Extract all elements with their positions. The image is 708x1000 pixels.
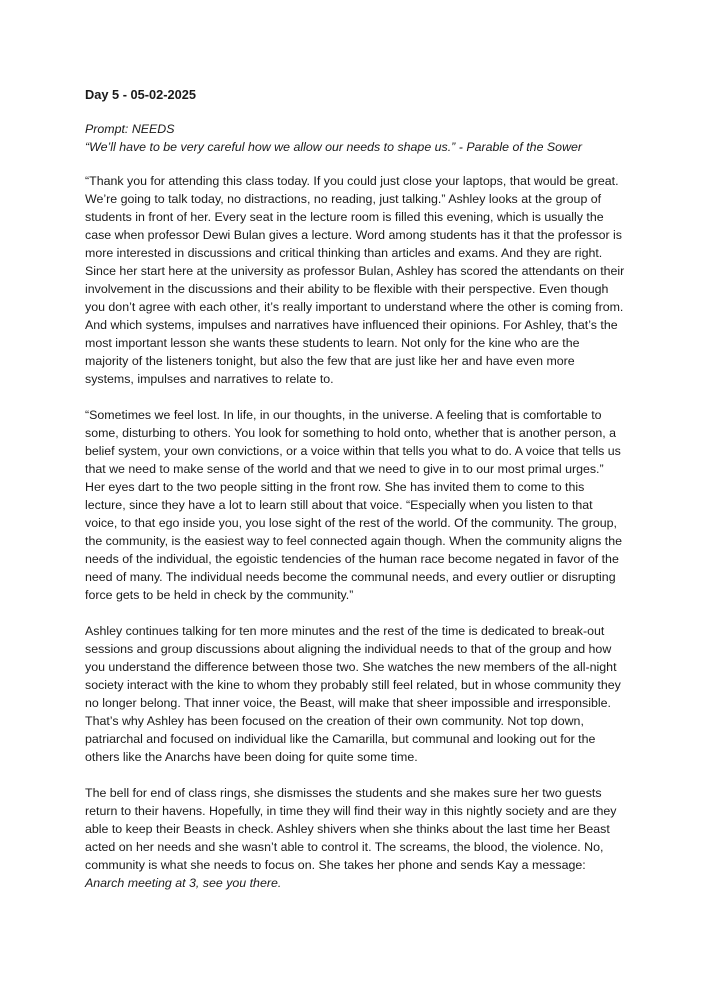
document-page	[85, 86, 625, 910]
paragraph-4	[85, 784, 625, 892]
prompt-line: Prompt: NEEDS	[85, 122, 175, 136]
paragraph-1: “Thank you for attending this class today. If you could just close your laptops, that would be great. We’re going to talk today, no distractions, no reading, just talking.” Ashley looks at the group of students in front of her. Every seat in the lecture room is filled this evening, which is usually the case when professor Dewi Bulan gives a lecture. Word among students has it that the professor is more interested in discussions and critical thinking than articles and exams. And they are right. Since her start here at the university as professor Bulan, Ashley has scored the attendants on their involvement in the discussions and their ability to be flexible with their perspective. Even though you don’t agree with each other, it’s really important to understand where the other is coming from. And which systems, impulses and narratives have influenced their opinions. For Ashley, that’s the most important lesson she wants these students to learn. Not only for the kine who are the majority of the listeners tonight, but also the few that are just like her and have even more systems, impulses and narratives to relate to.	[85, 174, 625, 386]
epigraph-quote: “We’ll have to be very careful how we allow our needs to shape us.” - Parable of the Sower	[85, 140, 583, 154]
paragraph-3: Ashley continues talking for ten more minutes and the rest of the time is dedicated to break-out sessions and group discussions about aligning the individual needs to that of the group and how you understand the difference between those two. She watches the new members of the all-night society interact with the kine to whom they probably still feel related, but in whose community they no longer belong. That inner voice, the Beast, will make that sheer impossible and irresponsible. That’s why Ashley has been focused on the creation of their own community. Not top down, patriarchal and focused on individual like the Camarilla, but communal and looking out for the others like the Anarchs have been doing for quite some time.	[85, 624, 621, 764]
paragraph-4-text: The bell for end of class rings, she dismisses the students and she makes sure her two guests return to their havens. Hopefully, in time they will find their way in this nightly society and are they able to keep their Beasts in check. Ashley shivers when she thinks about the last time her Beast acted on her needs and she wasn’t able to control it. The screams, the blood, the violence. No, community is what she needs to focus on. She takes her phone and sends Kay a message:	[85, 786, 617, 872]
document-title: Day 5 - 05-02-2025	[85, 87, 196, 102]
paragraph-2: “Sometimes we feel lost. In life, in our thoughts, in the universe. A feeling that is comfortable to some, disturbing to others. You look for something to hold onto, whether that is another person, a belief system, your own convictions, or a voice within that tells you what to do. A voice that tells us that we need to make sense of the world and that we need to give in to our most primal urges.” Her eyes dart to the two people sitting in the front row. She has invited them to come to this lecture, since they have a lot to learn still about that voice. “Especially when you listen to that voice, to that ego inside you, you lose sight of the rest of the world. Of the community. The group, the community, is the easiest way to feel connected again though. When the community aligns the needs of the individual, the egoistic tendencies of the human race become negated in favor of the need of many. The individual needs become the communal needs, and every outlier or disrupting force gets to be held in check by the community.”	[85, 408, 622, 602]
text-message: Anarch meeting at 3, see you there.	[85, 876, 282, 890]
